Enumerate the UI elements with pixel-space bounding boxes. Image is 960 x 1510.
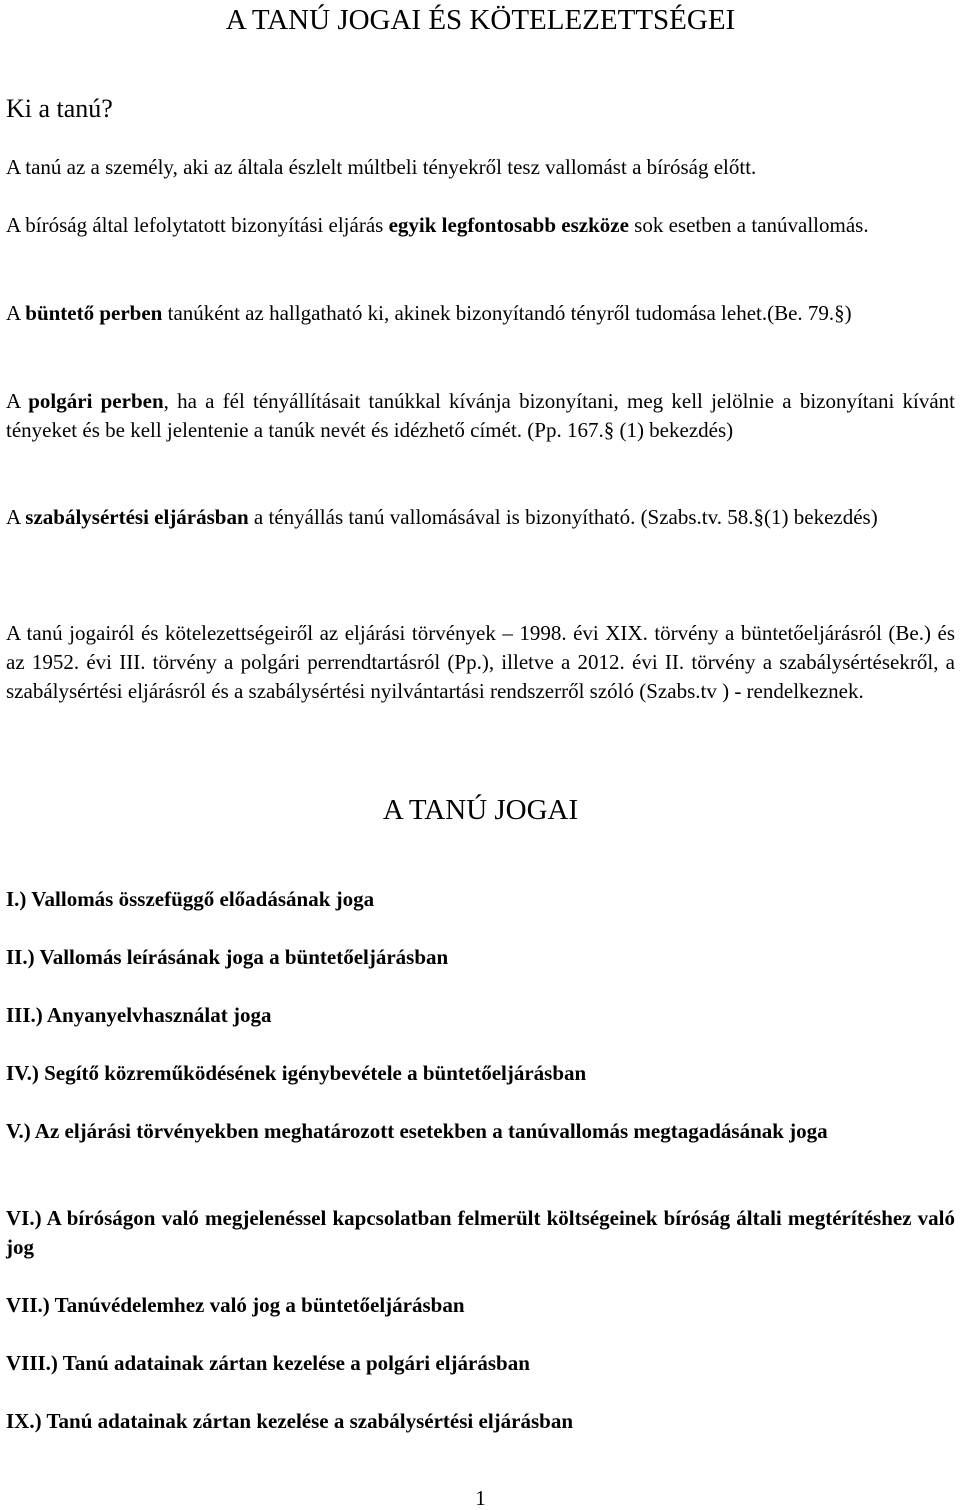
paragraph-definition: A tanú az a személy, aki az általa észlelt múltbeli tényekről tesz vallomást a bíróság előtt. [6,155,757,179]
right-item-3: III.) Anyanyelvhasználat joga [6,1003,272,1027]
paragraph-civil-text-c: , ha a fél tényállításait tanúkkal kívánja bizonyítani, meg kell jelölnie a bizonyítani kívánt tényeket és be kell jelentenie a tanúk nevét és idézhető címét. (Pp. 167.§ (1) bekezdés) [6,389,956,442]
right-item-9: IX.) Tanú adatainak zártan kezelése a szabálysértési eljárásban [6,1409,573,1433]
paragraph-evidence-text-a: A bíróság által lefolytatott bizonyítási eljárás [6,213,389,237]
paragraph-misdemeanor-bold: szabálysértési eljárásban [25,505,249,529]
paragraph-evidence-bold: egyik legfontosabb eszköze [388,213,629,237]
paragraph-criminal-bold: büntető perben [25,301,163,325]
paragraph-civil-text-a: A [6,389,29,413]
paragraph-evidence [6,211,955,240]
paragraph-criminal-text-a: A [6,301,26,325]
section-title: A TANÚ JOGAI [382,794,579,826]
paragraph-criminal-text-c: tanúként az hallgatható ki, akinek bizonyítandó tényről tudomása lehet.(Be. 79.§) [162,301,852,325]
right-item-5: V.) Az eljárási törvényekben meghatározott esetekben a tanúvallomás megtagadásának joga [6,1119,828,1143]
question-heading: Ki a tanú? [6,94,113,123]
right-item-4: IV.) Segítő közreműködésének igénybevétele a büntetőeljárásban [6,1061,587,1085]
right-item-8: VIII.) Tanú adatainak zártan kezelése a polgári eljárásban [6,1351,530,1375]
paragraph-laws: A tanú jogairól és kötelezettségeiről az eljárási törvények – 1998. évi XIX. törvény a büntetőeljárásról (Be.) és az 1952. évi III. törvény a polgári perrendtartásról (Pp.), illetve a 2012. évi II. törvény a szabálysértésekről, a szabálysértési eljárásról és a szabálysértési nyilvántartási rendszerről szóló (Szabs.tv ) - rendelkeznek. [6,621,955,703]
right-item-7: VII.) Tanúvédelemhez való jog a büntetőeljárásban [6,1293,465,1317]
paragraph-misdemeanor-text-c: a tényállás tanú vallomásával is bizonyítható. (Szabs.tv. 58.§(1) bekezdés) [248,505,878,529]
paragraph-evidence-text-c: sok esetben a tanúvallomás. [628,213,869,237]
paragraph-civil [6,387,955,445]
right-item-6: VI.) A bíróságon való megjelenéssel kapcsolatban felmerült költségeinek bíróság általi megtérítéshez való jog [6,1206,955,1259]
paragraph-criminal [6,299,955,328]
paragraph-civil-bold: polgári perben [28,389,164,413]
right-item-1: I.) Vallomás összefüggő előadásának joga [6,887,375,911]
page-number: 1 [475,1486,486,1510]
paragraph-misdemeanor [6,503,955,532]
paragraph-misdemeanor-text-a: A [6,505,26,529]
document-title: A TANÚ JOGAI ÉS KÖTELEZETTSÉGEI [225,4,736,36]
right-item-2: II.) Vallomás leírásának joga a büntetőeljárásban [6,945,449,969]
